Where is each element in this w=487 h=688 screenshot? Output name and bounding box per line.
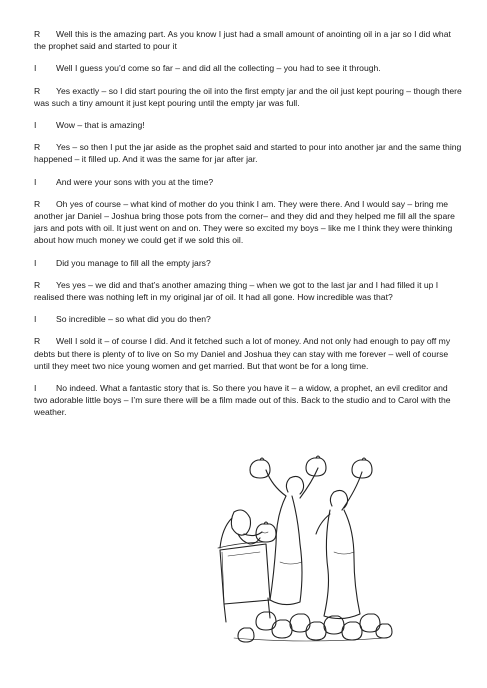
speaker-label: R [34,336,41,347]
speaker-label: R [34,142,41,153]
dialogue-turn [34,198,462,247]
raised-pot-sketch [352,458,372,478]
speaker-label: R [34,198,41,209]
dialogue-turn [34,119,462,131]
dialogue-turn [34,141,462,165]
interview-transcript [34,28,462,429]
dialogue-turn [34,28,462,52]
speaker-label: I [34,63,37,74]
dialogue-text: And were your sons with you at the time? [56,176,214,187]
speaker-label: I [34,120,37,131]
speaker-label: I [34,314,37,325]
speaker-label: R [34,29,41,39]
dialogue-text: Well I guess you’d come so far – and did all the collecting – you had to see it through. [56,63,381,74]
dialogue-text: Yes exactly – so I did start pouring the oil into the first empty jar and the oil just kept pouring – though there was such a tiny amount it just kept pouring until the empty jar was full. [34,85,462,108]
boy-figure-sketch [266,468,318,605]
dialogue-turn [34,382,462,419]
dialogue-turn [34,313,462,325]
dialogue-turn [34,62,462,74]
dialogue-text: Yes – so then I put the jar aside as the prophet said and started to pour into another jar and the same thing happened – it filled up. And it was the same for jar after jar. [34,142,462,165]
dialogue-text: Oh yes of course – what kind of mother do you think I am. They were there. And I would say – bring me another jar Daniel – Joshua bring those pots from the corner– and they did and they helped me fill all the spare jars and pots with oil. It just went on and on. They were so excited my boys – like me I think they were thinking about how much money we could get if we sold this oil. [34,198,455,246]
mother-figure-sketch [220,510,262,548]
dialogue-turn [34,257,462,269]
table-sketch [218,542,270,622]
dialogue-text: Yes yes – we did and that’s another amazing thing – when we got to the last jar and I had filled it up I realised there was nothing left in my original jar of oil. It had all gone. How incredible was that? [34,279,439,303]
speaker-label: I [34,176,37,187]
dialogue-text: Did you manage to fill all the empty jars? [56,257,211,268]
dialogue-turn [34,176,462,188]
dialogue-text: Well I sold it – of course I did. And it fetched such a lot of money. And not only had enough to pay off my debts but there is plenty of to live on So my Daniel and Joshua they can stay with me forever – well of course until they meet two nice young women and get married. But that wont be for a long time. [34,336,451,371]
dialogue-turn [34,335,462,372]
standing-figure-sketch [316,472,362,619]
speaker-label: I [34,257,37,268]
speaker-label: R [34,279,41,290]
illustration-pouring-oil [214,452,396,648]
floor-pots-sketch [234,612,392,642]
speaker-label: I [34,383,37,394]
dialogue-text: So incredible – so what did you do then? [56,314,211,325]
dialogue-text: No indeed. What a fantastic story that is. So there you have it – a widow, a prophet, an evil creditor and two adorable little boys – I’m sure there will be a film made out of this. Back to the studio and to Carol with the weather. [34,383,451,418]
dialogue-turn [34,279,462,303]
dialogue-turn [34,85,462,109]
dialogue-text: Well this is the amazing part. As you know I just had a small amount of anointing oil in a jar so I did what the prophet said and started to pour it [34,29,451,52]
dialogue-text: Wow – that is amazing! [56,120,145,131]
speaker-label: R [34,85,41,96]
